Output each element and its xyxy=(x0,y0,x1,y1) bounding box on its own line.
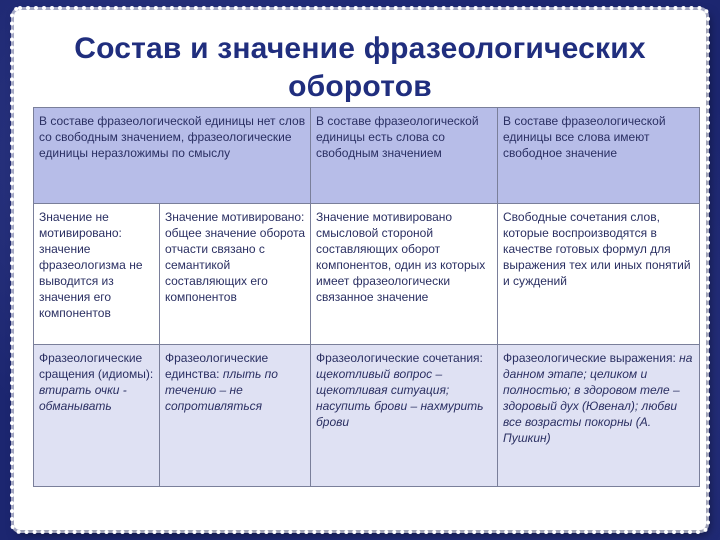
type-label: Фразеологические сращения (идиомы): xyxy=(39,351,154,381)
slide-title xyxy=(14,30,706,106)
type-example: на данном этапе; целиком и полностью; в здоровом теле – здоровый дух (Ювенал); любви все возрасты покорны (А. Пушкин) xyxy=(503,351,693,445)
title-line-2: оборотов xyxy=(288,70,432,103)
cell-header-no-free-words: В составе фразеологической единицы нет слов со свободным значением, фразеологические единицы неразложимы по смыслу xyxy=(34,108,311,204)
cell-type-unities xyxy=(160,345,311,487)
cell-meaning-unities: Значение мотивировано: общее значение оборота отчасти связано с семантикой составляющих его компонентов xyxy=(160,204,311,345)
table-row-header xyxy=(34,108,700,204)
cell-type-combinations xyxy=(311,345,498,487)
cell-header-some-free-words: В составе фразеологической единицы есть слова со свободным значением xyxy=(311,108,498,204)
type-example: щекотливый вопрос – щекотливая ситуация; насупить брови – нахмурить брови xyxy=(316,367,484,429)
type-label: Фразеологические сочетания: xyxy=(316,351,483,365)
type-label: Фразеологические единства: xyxy=(165,351,269,381)
cell-header-all-free-words: В составе фразеологической единицы все слова имеют свободное значение xyxy=(498,108,700,204)
slide-paper xyxy=(14,10,706,530)
type-example: втирать очки - обманывать xyxy=(39,383,127,413)
cell-meaning-expressions: Свободные сочетания слов, которые воспроизводятся в качестве готовых формул для выражения тех или иных понятий и суждений xyxy=(498,204,700,345)
table-row-meaning xyxy=(34,204,700,345)
cell-type-idioms xyxy=(34,345,160,487)
cell-meaning-combinations: Значение мотивировано смысловой стороной составляющих оборот компонентов, один из которых имеет фразеологически связанное значение xyxy=(311,204,498,345)
type-label: Фразеологические выражения: xyxy=(503,351,676,365)
type-example: плыть по течению – не сопротивляться xyxy=(165,367,278,413)
title-line-1: Состав и значение фразеологических xyxy=(74,32,646,65)
cell-meaning-idioms: Значение не мотивировано: значение фразеологизма не выводится из значения его компонентов xyxy=(34,204,160,345)
cell-type-expressions xyxy=(498,345,700,487)
table-row-types xyxy=(34,345,700,487)
phraseology-table xyxy=(33,107,700,487)
